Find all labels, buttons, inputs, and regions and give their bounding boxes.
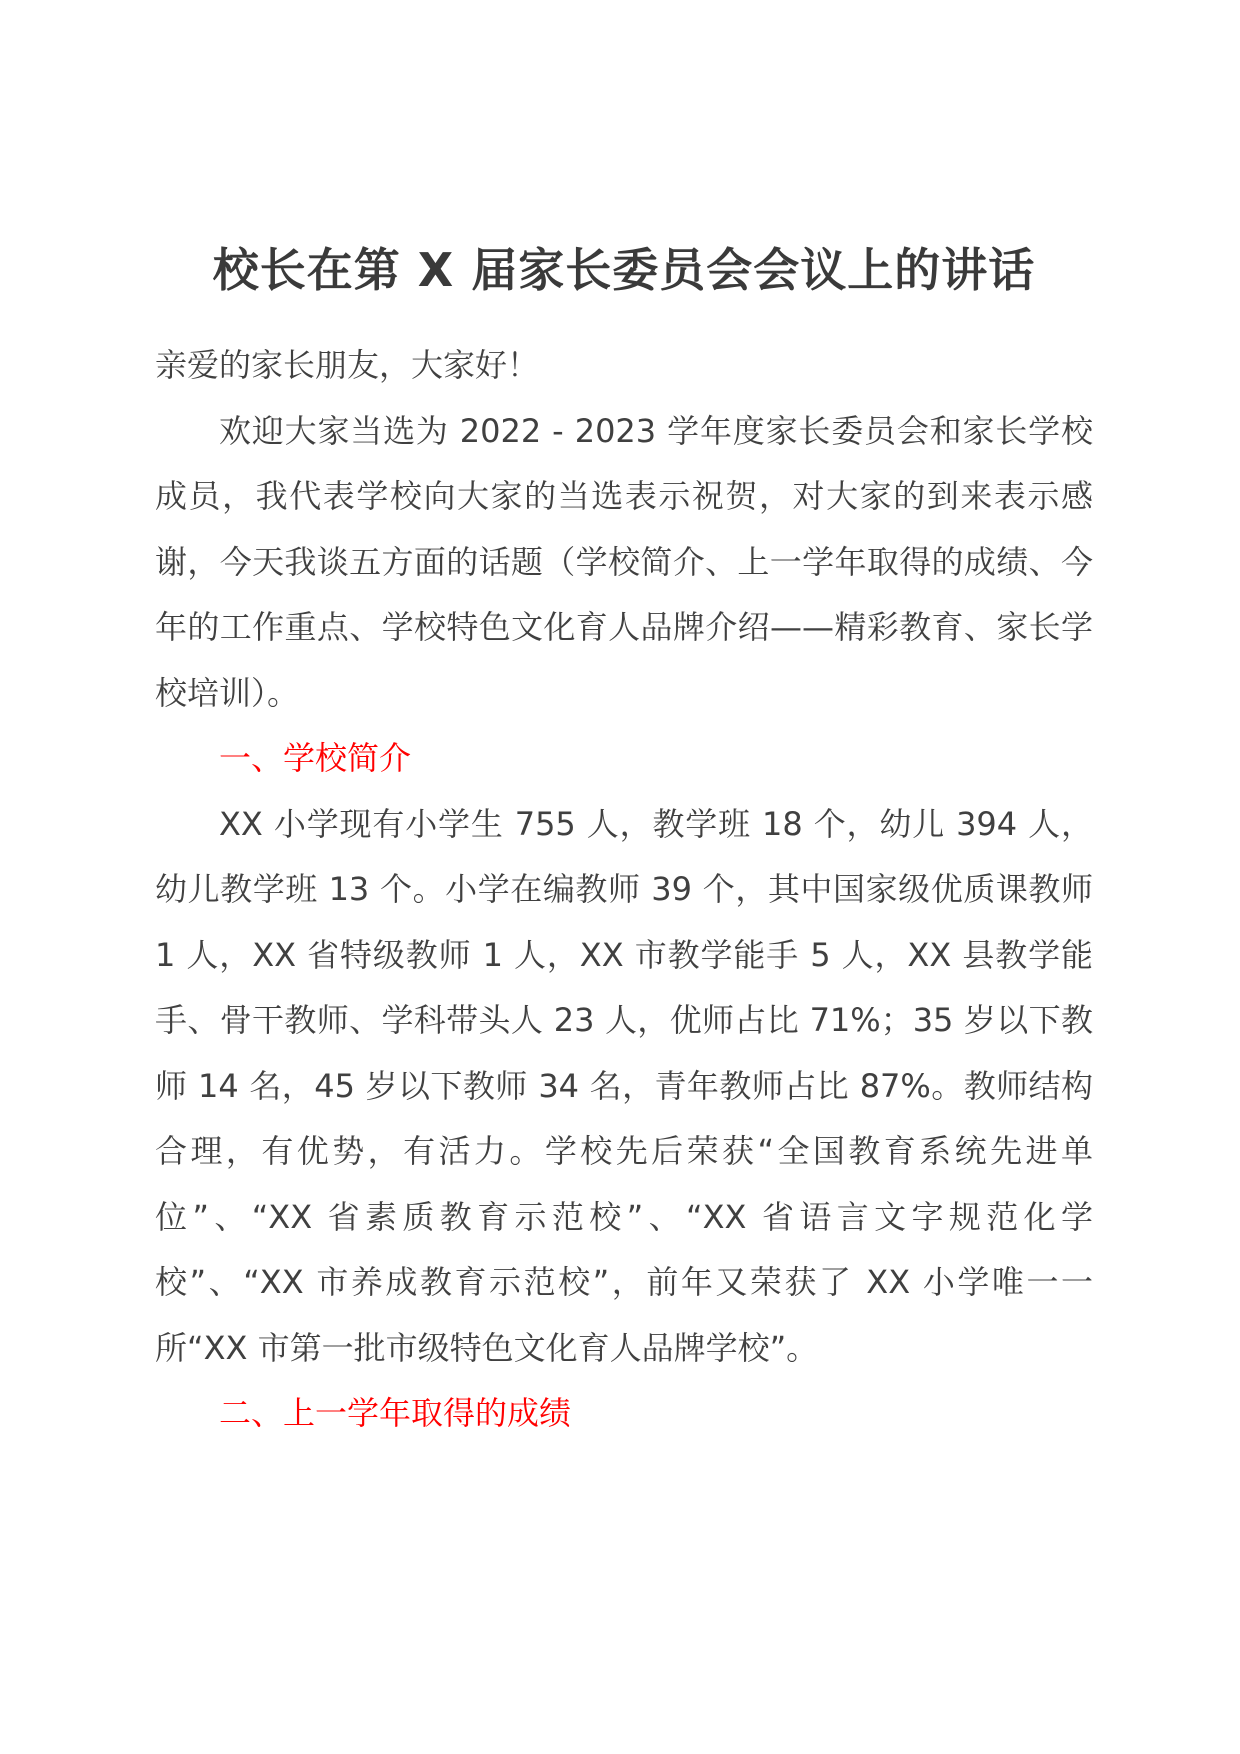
- section-heading-1: 一、学校简介: [219, 739, 412, 777]
- document-title: 校长在第 X 届家长委员会会议上的讲话: [212, 243, 1036, 297]
- greeting: 亲爱的家长朋友，大家好！: [155, 346, 540, 384]
- section-body-1: XX 小学现有小学生 755 人，教学班 18 个，幼儿 394 人，幼儿教学班 13 个。小学在编教师 39 个，其中国家级优质课教师 1 人，XX 省特级教师 1 人，XX 市教学能手 5 人，XX 县教学能手、骨干教师、学科带头人 23 人，优师占比 71%；35 岁以下教师 14 名，45 岁以下教师 34 名，青年教师占比 87%。教师结构合理，有优势，有活力。学校先后荣获“全国教育系统先进单位”、“XX 省素质教育示范校”、“XX 省语言文字规范化学校”、“XX 市养成教育示范校”，前年又荣获了 XX 小学唯一一所“XX 市第一批市级特色文化育人品牌学校”。: [155, 804, 1093, 1367]
- section-heading-2: 二、上一学年取得的成绩: [219, 1394, 572, 1432]
- document-page: [155, 235, 1093, 1447]
- intro-paragraph: 欢迎大家当选为 2022 - 2023 学年度家长委员会和家长学校成员，我代表学校向大家的当选表示祝贺，对大家的到来表示感谢，今天我谈五方面的话题（学校简介、上一学年取得的成绩、今年的工作重点、学校特色文化育人品牌介绍——精彩教育、家长学校培训）。: [155, 411, 1093, 712]
